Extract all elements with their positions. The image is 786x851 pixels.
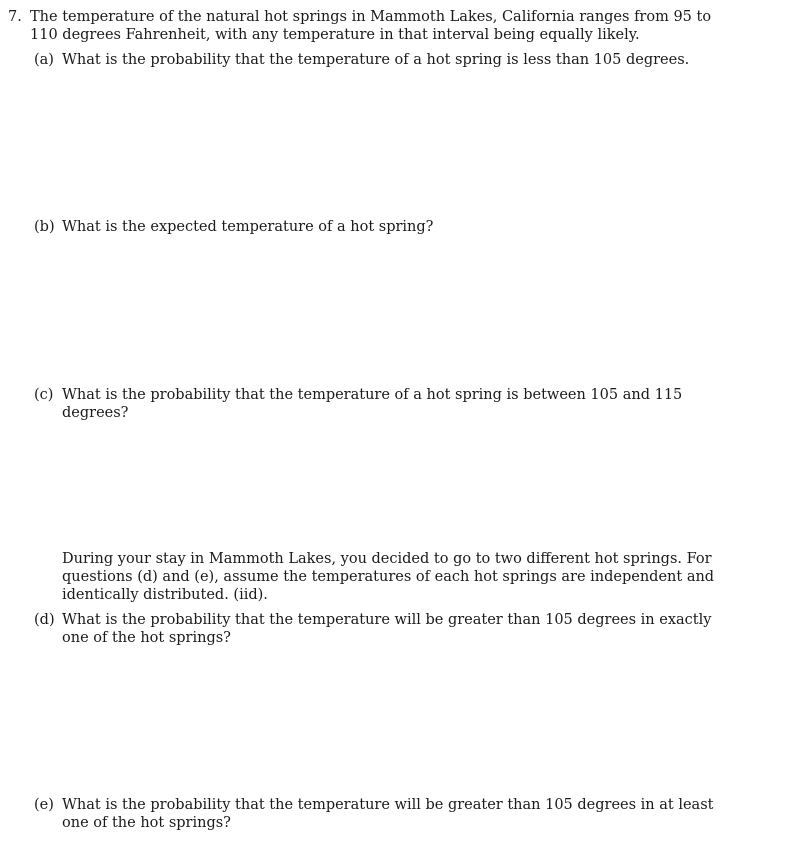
part-e-label: (e) xyxy=(34,797,54,813)
problem-stem: The temperature of the natural hot springs in Mammoth Lakes, California ranges from 95 to 110 degrees Fahrenheit, with any temperature in that interval being equally likely. xyxy=(30,9,712,43)
problem-number: 7. xyxy=(8,9,22,25)
part-e-question: What is the probability that the temperature will be greater than 105 degrees in at least one of the hot springs? xyxy=(62,797,714,831)
intro-paragraph: During your stay in Mammoth Lakes, you decided to go to two different hot springs. For questions (d) and (e), assume the temperatures of each hot springs are independent and identically distributed. (iid). xyxy=(62,551,715,603)
part-c-question: What is the probability that the temperature of a hot spring is between 105 and 115 degrees? xyxy=(62,387,683,421)
part-b-label: (b) xyxy=(34,219,55,235)
part-b-question: What is the expected temperature of a hot spring? xyxy=(62,219,434,235)
part-c-label: (c) xyxy=(34,387,54,403)
part-d-question: What is the probability that the temperature will be greater than 105 degrees in exactly one of the hot springs? xyxy=(62,612,712,646)
part-a-label: (a) xyxy=(34,52,54,68)
part-a-question: What is the probability that the temperature of a hot spring is less than 105 degrees. xyxy=(62,52,690,68)
part-d-label: (d) xyxy=(34,612,55,628)
